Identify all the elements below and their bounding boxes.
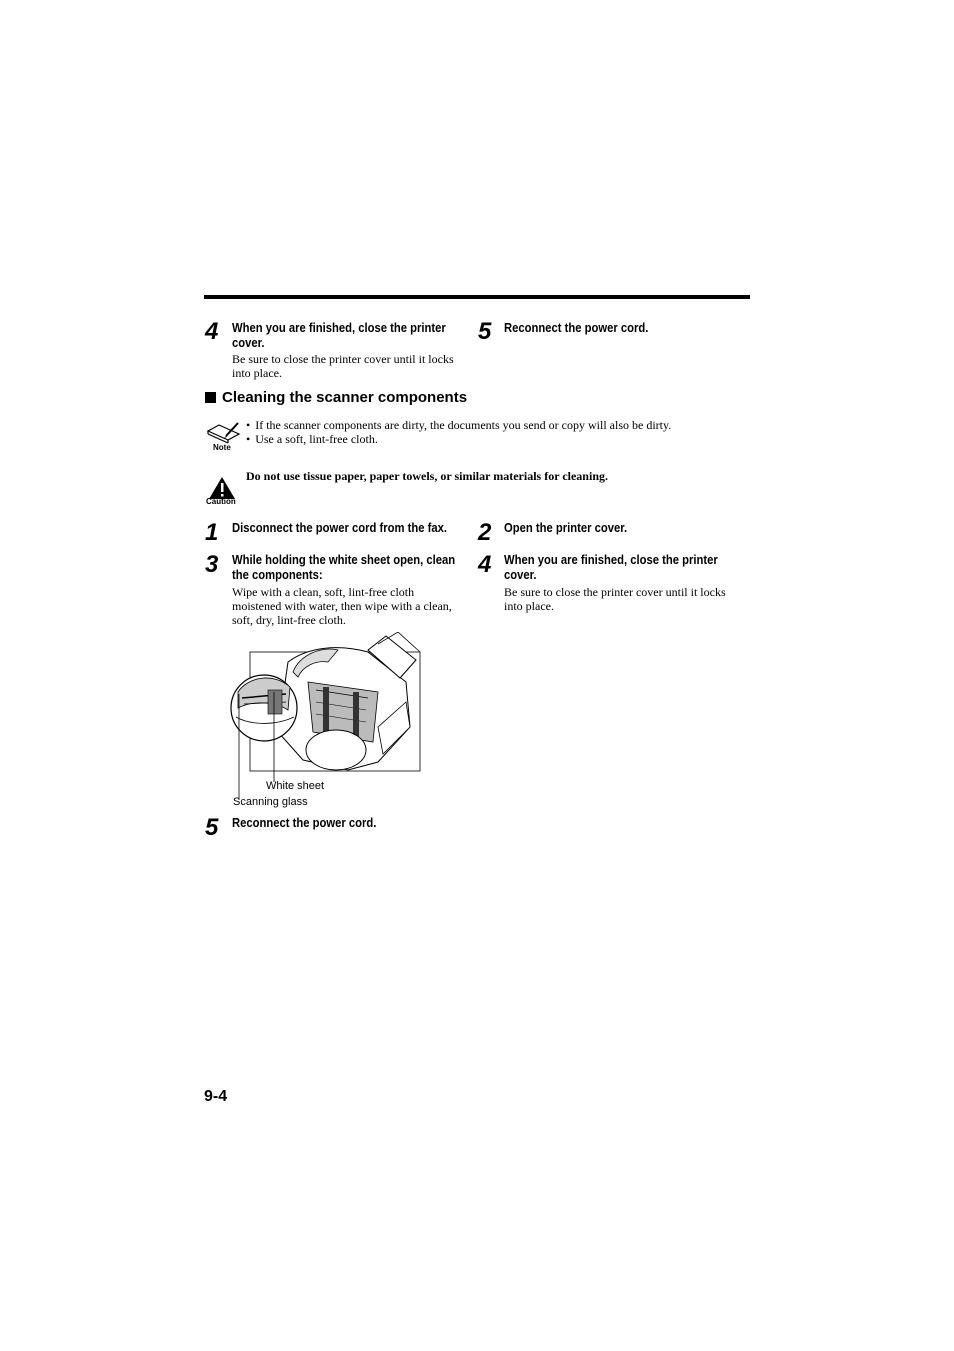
note-label: Note	[213, 443, 231, 452]
step-number: 4	[205, 318, 219, 345]
step-heading: Reconnect the power cord.	[504, 321, 649, 335]
list-item: • If the scanner components are dirty, the documents you send or copy will also be dirty.	[246, 418, 726, 432]
label-white-sheet: White sheet	[266, 780, 325, 792]
step-heading: When you are finished, close the printer cover.	[232, 321, 446, 350]
step-heading: While holding the white sheet open, clean the components:	[232, 553, 456, 582]
section-title-text: Cleaning the scanner components	[222, 389, 468, 406]
step-number: 5	[205, 814, 219, 841]
top-rule	[204, 295, 750, 299]
step-body: Wipe with a clean, soft, lint-free cloth moistened with water, then wipe with a clean, soft, dry, lint-free cloth.	[232, 585, 452, 627]
step-heading: Disconnect the power cord from the fax.	[232, 521, 448, 535]
step-number: 5	[478, 318, 492, 345]
fax-illustration	[228, 632, 424, 810]
step-heading: When you are finished, close the printer cover.	[504, 553, 718, 582]
label-scanning-glass: Scanning glass	[233, 796, 308, 808]
caution-icon	[204, 476, 242, 508]
step-number: 4	[478, 551, 492, 578]
step-number: 2	[478, 519, 492, 546]
step-number: 3	[205, 551, 219, 578]
step-body: Be sure to close the printer cover until it locks into place.	[504, 585, 726, 613]
note-icon	[205, 420, 241, 454]
step-heading: Open the printer cover.	[504, 521, 628, 535]
list-item: • Use a soft, lint-free cloth.	[246, 432, 726, 446]
caution-label: Caution	[206, 497, 236, 506]
note-list	[246, 418, 726, 446]
square-bullet-icon	[205, 392, 216, 403]
section-title	[205, 389, 467, 407]
step-heading: Reconnect the power cord.	[232, 816, 377, 830]
page-number: 9-4	[204, 1088, 228, 1105]
step-body: Be sure to close the printer cover until it locks into place.	[232, 352, 454, 380]
caution-text: Do not use tissue paper, paper towels, or similar materials for cleaning.	[246, 469, 608, 483]
step-number: 1	[205, 519, 219, 546]
